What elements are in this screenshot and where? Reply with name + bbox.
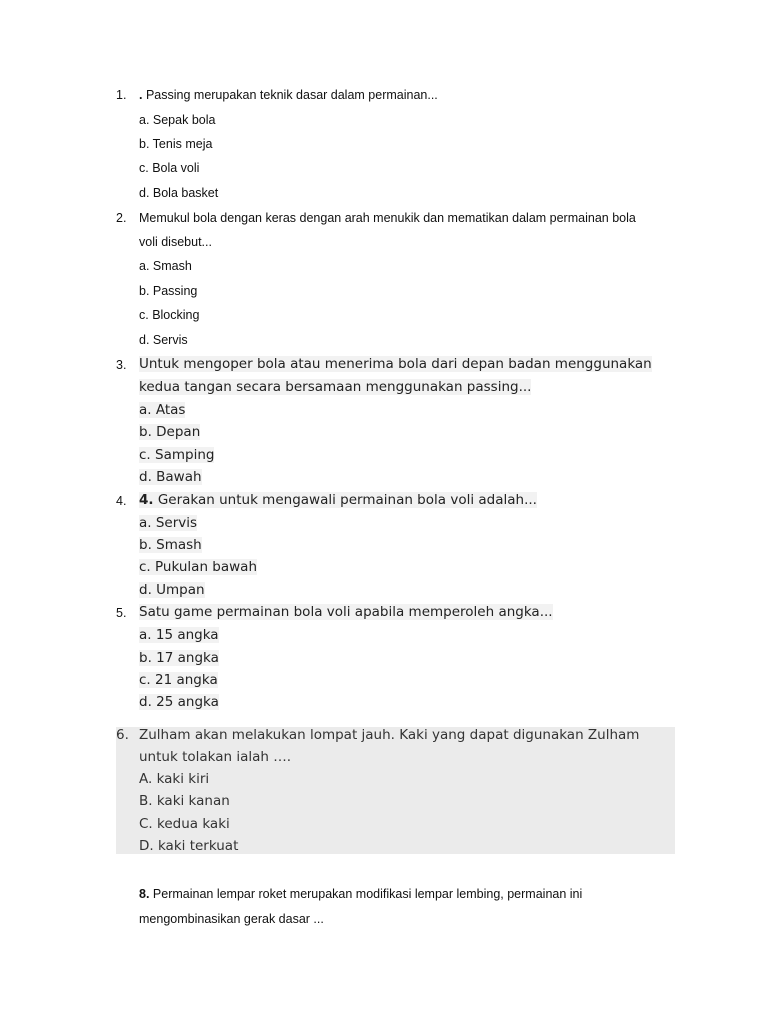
q8-line2: mengombinasikan gerak dasar ... [139,912,324,926]
q6-line1: Zulham akan melakukan lompat jauh. Kaki yang dapat digunakan Zulham [139,727,640,743]
q6-number: 6. [116,727,129,743]
q4-prefix: 4. [139,492,154,508]
q6-option-c: C. kedua kaki [139,816,230,832]
q1-option-b: b. Tenis meja [139,137,213,151]
q4-text: Gerakan untuk mengawali permainan bola voli adalah... [153,492,537,508]
q3-line2: kedua tangan secara bersamaan menggunakan passing... [139,379,532,395]
q6-line2: untuk tolakan ialah …. [139,749,292,765]
q5-question: Satu game permainan bola voli apabila memperoleh angka... [139,604,553,620]
q2-option-b: b. Passing [139,284,198,298]
q4-option-b: b. Smash [139,537,202,553]
q2-option-d: d. Servis [139,333,188,347]
q1-number: 1. [116,88,127,102]
q3-option-b: b. Depan [139,424,201,440]
q1-text: Passing merupakan teknik dasar dalam permainan... [142,88,438,102]
q6-option-d: D. kaki terkuat [139,838,239,854]
q2-option-a: a. Smash [139,259,192,273]
q3-option-c: c. Samping [139,447,215,463]
q5-number: 5. [116,606,127,620]
q6-option-b: B. kaki kanan [139,793,230,809]
q2-number: 2. [116,211,127,225]
q6-highlight-box [116,727,675,854]
q5-option-d: d. 25 angka [139,694,219,710]
q3-number: 3. [116,358,127,372]
q5-option-c: c. 21 angka [139,672,218,688]
q3-option-a: a. Atas [139,402,186,418]
q1-option-a: a. Sepak bola [139,113,216,127]
q4-option-d: d. Umpan [139,582,205,598]
q2-option-c: c. Blocking [139,308,200,322]
q4-option-a: a. Servis [139,515,198,531]
q3-line1: Untuk mengoper bola atau menerima bola dari depan badan menggunakan [139,356,652,372]
q4-option-c: c. Pukulan bawah [139,559,258,575]
q1-option-c: c. Bola voli [139,161,200,175]
q1-option-d: d. Bola basket [139,186,219,200]
q2-line1: Memukul bola dengan keras dengan arah menukik dan mematikan dalam permainan bola [139,211,636,225]
q2-line2: voli disebut... [139,235,212,249]
q4-question [139,492,537,508]
q8-text: Permainan lempar roket merupakan modifikasi lempar lembing, permainan ini [149,887,583,901]
q8-prefix: 8. [139,887,150,901]
q1-prefix: . [139,88,143,102]
q4-number: 4. [116,494,127,508]
q5-option-b: b. 17 angka [139,650,219,666]
q3-option-d: d. Bawah [139,469,202,485]
q6-option-a: A. kaki kiri [139,771,210,787]
q1-question [139,88,438,102]
q8-line1 [139,887,582,901]
q5-option-a: a. 15 angka [139,627,219,643]
